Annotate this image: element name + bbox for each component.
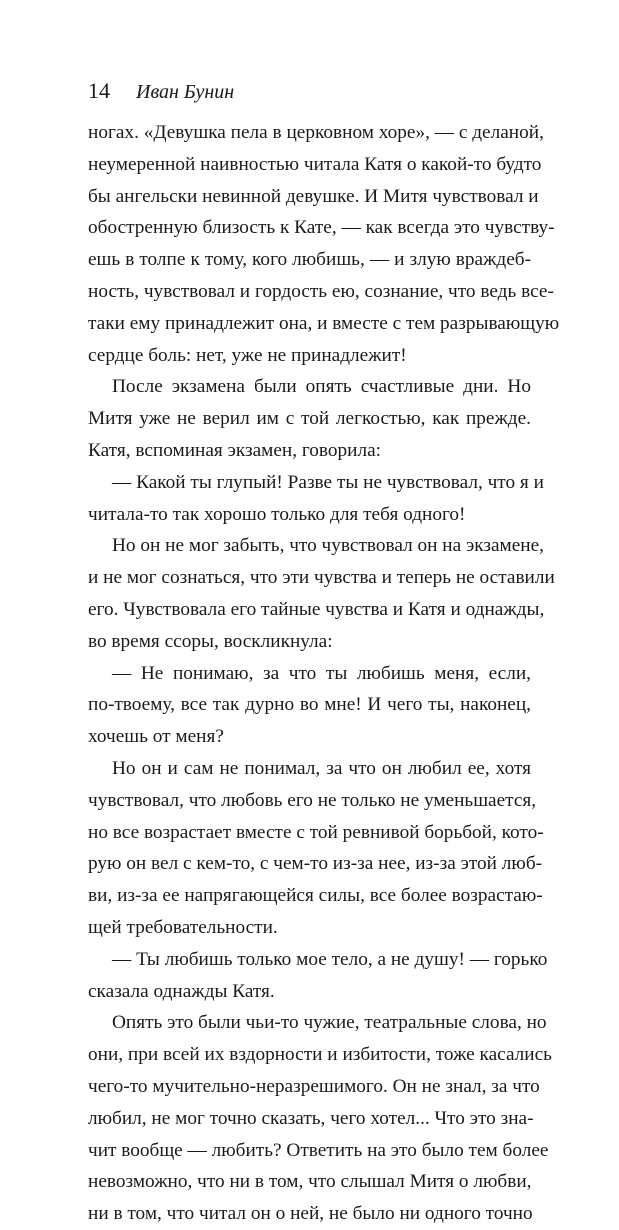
text-line: ни в том, что читал он о ней, не было ни одного точно xyxy=(88,1203,533,1225)
text-line: хочешь от меня? xyxy=(88,726,224,748)
author-name: Иван Бунин xyxy=(136,81,235,103)
text-line: по-твоему, все так дурно во мне! И чего ты, наконец, xyxy=(88,694,531,716)
text-line: и не мог сознаться, что эти чувства и теперь не оставили xyxy=(88,567,555,589)
text-line: обостренную близость к Кате, — как всегда это чувству- xyxy=(88,217,555,239)
text-line: ви, из-за ее напрягающейся силы, все более возрастаю- xyxy=(88,885,543,907)
text-line: сказала однажды Катя. xyxy=(88,980,275,1002)
text-line: его. Чувствовала его тайные чувства и Катя и однажды, xyxy=(88,598,545,620)
page-number: 14 xyxy=(88,78,110,103)
text-line: невозможно, что ни в том, что слышал Митя о любви, xyxy=(88,1171,532,1193)
text-line: Катя, вспоминая экзамен, говорила: xyxy=(88,439,382,461)
text-line: Митя уже не верил им с той легкостью, как прежде. xyxy=(88,408,531,430)
text-line: ность, чувствовал и гордость ею, сознание, что ведь все- xyxy=(88,280,554,302)
text-line: чувствовал, что любовь его не только не уменьшается, xyxy=(88,789,537,811)
text-line: во время ссоры, воскликнула: xyxy=(88,630,333,652)
running-head xyxy=(88,76,234,106)
text-line: они, при всей их вздорности и избитости, тоже касались xyxy=(88,1044,552,1066)
text-line: чего-то мучительно-неразрешимого. Он не знал, за что xyxy=(88,1075,540,1097)
text-line: — Ты любишь только мое тело, а не душу! — горько xyxy=(112,948,548,970)
text-line: Но он и сам не понимал, за что он любил ее, хотя xyxy=(112,757,531,779)
text-line: чит вообще — любить? Ответить на это было тем более xyxy=(88,1139,549,1161)
text-line: Опять это были чьи-то чужие, театральные слова, но xyxy=(112,1012,547,1034)
text-line: бы ангельски невинной девушке. И Митя чувствовал и xyxy=(88,185,539,207)
text-line: рую он вел с кем-то, с чем-то из-за нее, из-за этой люб- xyxy=(88,853,543,875)
text-line: но все возрастает вместе с той ревнивой борьбой, кото- xyxy=(88,821,544,843)
text-line: ногах. «Девушка пела в церковном хоре», — с деланой, xyxy=(88,122,544,143)
body-text xyxy=(88,117,560,1230)
text-line: щей требовательности. xyxy=(88,916,278,938)
text-line: После экзамена были опять счастливые дни. Но xyxy=(112,376,531,398)
text-line: — Какой ты глупый! Разве ты не чувствовал, что я и xyxy=(112,471,544,493)
text-line: ешь в толпе к тому, кого любишь, — и злую враждеб- xyxy=(88,249,531,271)
text-line: — Не понимаю, за что ты любишь меня, если, xyxy=(112,662,531,684)
text-line: сердце боль: нет, уже не принадлежит! xyxy=(88,344,407,366)
text-line: неумеренной наивностью читала Катя о какой-то будто xyxy=(88,153,542,175)
text-line: читала-то так хорошо только для тебя одного! xyxy=(88,503,466,525)
text-line: Но он не мог забыть, что чувствовал он на экзамене, xyxy=(112,535,545,557)
text-line: таки ему принадлежит она, и вместе с тем разрывающую xyxy=(88,312,560,334)
text-line: любил, не мог точно сказать, чего хотел... Что это зна- xyxy=(88,1107,534,1129)
